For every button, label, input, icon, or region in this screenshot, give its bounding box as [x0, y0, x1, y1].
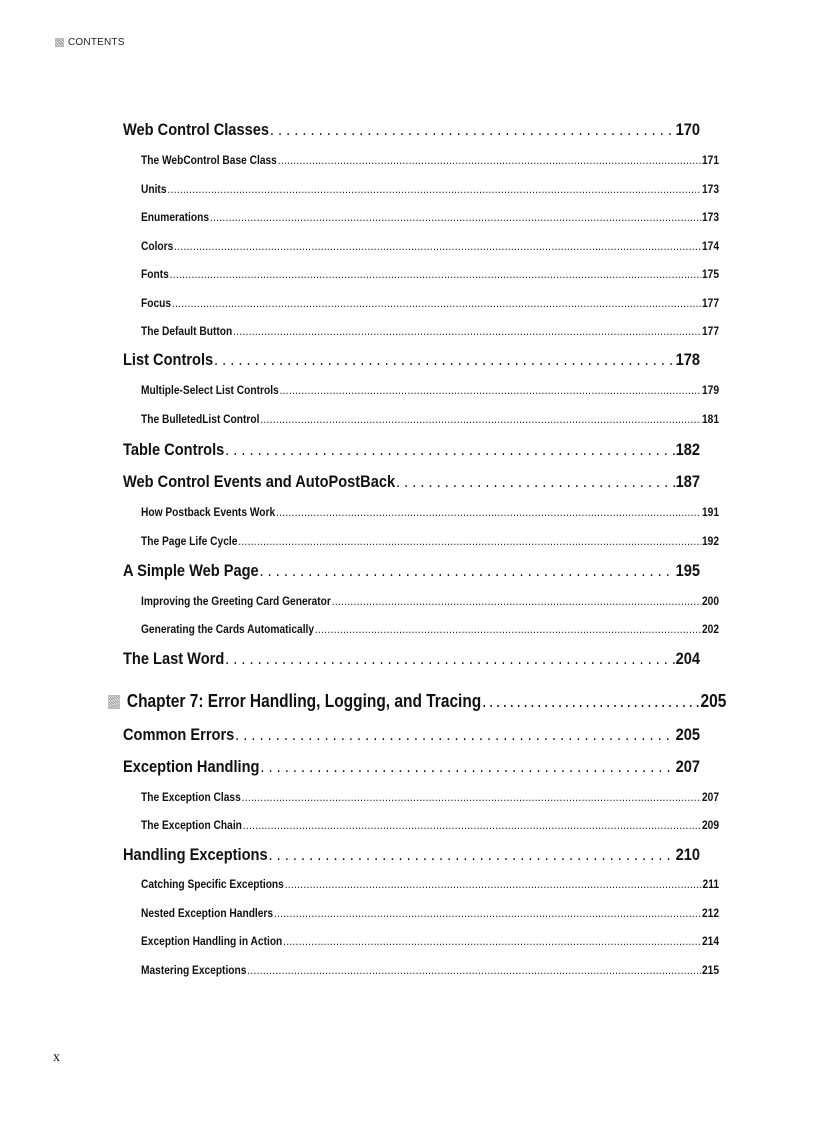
toc-entry[interactable]	[141, 182, 719, 196]
toc-entry-page: 178	[675, 350, 701, 369]
toc-entry-page: 177	[701, 296, 719, 310]
toc-entry-title: Catching Specific Exceptions	[141, 877, 284, 891]
toc-entry-page: 204	[675, 649, 701, 668]
toc-entry-page: 173	[701, 210, 719, 224]
running-head	[55, 37, 125, 48]
toc-entry[interactable]	[141, 534, 719, 548]
toc-entry[interactable]	[141, 383, 719, 397]
toc-entry[interactable]	[141, 239, 719, 253]
toc-entry[interactable]	[141, 210, 719, 224]
toc-entry[interactable]	[123, 472, 700, 492]
dot-leader	[396, 472, 675, 492]
chapter-page: 205	[700, 691, 727, 711]
toc-entry-page: 173	[701, 182, 719, 196]
dot-leader	[285, 877, 702, 891]
dot-leader	[332, 594, 701, 608]
toc-entry[interactable]	[141, 412, 719, 426]
dot-leader	[260, 757, 674, 777]
toc-entry[interactable]	[141, 505, 719, 519]
toc-entry-title: Web Control Classes	[123, 120, 269, 139]
toc-entry-page: 170	[675, 120, 701, 139]
toc-entry-page: 202	[701, 622, 719, 636]
toc-entry-title: The Page Life Cycle	[141, 534, 238, 548]
dot-leader	[170, 267, 702, 281]
toc-entry-title: Exception Handling	[123, 757, 260, 776]
toc-entry[interactable]	[141, 324, 719, 338]
toc-entry-title: Exception Handling in Action	[141, 934, 283, 948]
toc-entry-title: Units	[141, 182, 167, 196]
toc-entry-page: 174	[701, 239, 719, 253]
dot-leader	[233, 324, 701, 338]
toc-entry-title: Generating the Cards Automatically	[141, 622, 315, 636]
dot-leader	[260, 561, 675, 581]
toc-entry-title: The Default Button	[141, 324, 233, 338]
toc-entry[interactable]	[123, 845, 700, 865]
toc-entry-title: Handling Exceptions	[123, 845, 268, 864]
chapter-marker-icon	[108, 695, 120, 709]
toc-entry-title: The Exception Class	[141, 790, 241, 804]
toc-entry[interactable]	[141, 267, 719, 281]
toc-chapter-entry[interactable]	[108, 691, 726, 712]
toc-entry[interactable]	[141, 906, 719, 920]
dot-leader	[276, 505, 701, 519]
toc-entry-page: 187	[675, 472, 701, 491]
section-marker-icon	[55, 38, 64, 47]
dot-leader	[243, 818, 701, 832]
toc-entry-title: The BulletedList Control	[141, 412, 260, 426]
toc-entry-title: Multiple-Select List Controls	[141, 383, 279, 397]
toc-entry-page: 192	[701, 534, 719, 548]
toc-entry-title: The Last Word	[123, 649, 225, 668]
toc-entry[interactable]	[141, 153, 719, 167]
toc-entry-page: 179	[701, 383, 719, 397]
dot-leader	[167, 182, 701, 196]
running-head-label: CONTENTS	[68, 37, 125, 48]
toc-entry[interactable]	[141, 934, 719, 948]
toc-entry[interactable]	[123, 350, 700, 370]
toc-entry-page: 181	[701, 412, 719, 426]
toc-entry-page: 191	[701, 505, 719, 519]
dot-leader	[242, 790, 702, 804]
toc-entry-page: 212	[701, 906, 719, 920]
toc-entry[interactable]	[123, 649, 700, 669]
toc-entry-page: 200	[701, 594, 719, 608]
toc-entry-title: Colors	[141, 239, 174, 253]
toc-entry-title: Common Errors	[123, 725, 235, 744]
toc-entry-title: The Exception Chain	[141, 818, 242, 832]
dot-leader	[270, 120, 675, 140]
toc-entry-page: 171	[701, 153, 719, 167]
toc-entry-page: 210	[675, 845, 701, 864]
toc-entry[interactable]	[123, 120, 700, 140]
dot-leader	[283, 934, 701, 948]
toc-entry-page: 205	[675, 725, 701, 744]
dot-leader	[247, 963, 701, 977]
toc-entry[interactable]	[141, 594, 719, 608]
toc-entry[interactable]	[141, 818, 719, 832]
dot-leader	[174, 239, 701, 253]
dot-leader	[172, 296, 701, 310]
toc-entry-page: 182	[675, 440, 701, 459]
toc-entry-page: 209	[701, 818, 719, 832]
toc-entry-page: 195	[675, 561, 701, 580]
toc-entry[interactable]	[141, 790, 719, 804]
page-number: x	[53, 1050, 60, 1065]
dot-leader	[315, 622, 701, 636]
dot-leader	[280, 383, 702, 397]
toc-entry-page: 177	[701, 324, 719, 338]
toc-entry-title: Fonts	[141, 267, 169, 281]
toc-entry-title: Nested Exception Handlers	[141, 906, 274, 920]
dot-leader	[225, 440, 675, 460]
dot-leader	[214, 350, 675, 370]
dot-leader	[268, 845, 674, 865]
toc-entry[interactable]	[123, 757, 700, 777]
dot-leader	[278, 153, 701, 167]
toc-entry[interactable]	[141, 877, 719, 891]
toc-entry-title: Mastering Exceptions	[141, 963, 247, 977]
toc-entry-title: Enumerations	[141, 210, 210, 224]
toc-entry-title: Web Control Events and AutoPostBack	[123, 472, 396, 491]
toc-entry-page: 211	[702, 877, 719, 891]
dot-leader	[274, 906, 701, 920]
toc-entry-page: 215	[701, 963, 719, 977]
toc-entry-title: Focus	[141, 296, 172, 310]
toc-entry[interactable]	[141, 963, 719, 977]
dot-leader	[238, 534, 701, 548]
dot-leader	[482, 691, 700, 712]
toc-entry-title: Table Controls	[123, 440, 225, 459]
dot-leader	[260, 412, 701, 426]
dot-leader	[210, 210, 701, 224]
toc-entry-title: A Simple Web Page	[123, 561, 259, 580]
toc-entry-title: The WebControl Base Class	[141, 153, 277, 167]
toc-entry-title: Improving the Greeting Card Generator	[141, 594, 331, 608]
toc-entry[interactable]	[123, 725, 700, 745]
chapter-title: Chapter 7: Error Handling, Logging, and Tracing	[126, 691, 482, 711]
toc-entry-page: 175	[701, 267, 719, 281]
toc-entry[interactable]	[141, 622, 719, 636]
toc-entry-page: 214	[701, 934, 719, 948]
toc-entry-title: How Postback Events Work	[141, 505, 276, 519]
toc-entry-page: 207	[675, 757, 701, 776]
toc-entry[interactable]	[123, 440, 700, 460]
dot-leader	[225, 649, 675, 669]
toc-entry[interactable]	[123, 561, 700, 581]
toc-entry[interactable]	[141, 296, 719, 310]
toc-entry-page: 207	[701, 790, 719, 804]
dot-leader	[235, 725, 675, 745]
toc-entry-title: List Controls	[123, 350, 214, 369]
